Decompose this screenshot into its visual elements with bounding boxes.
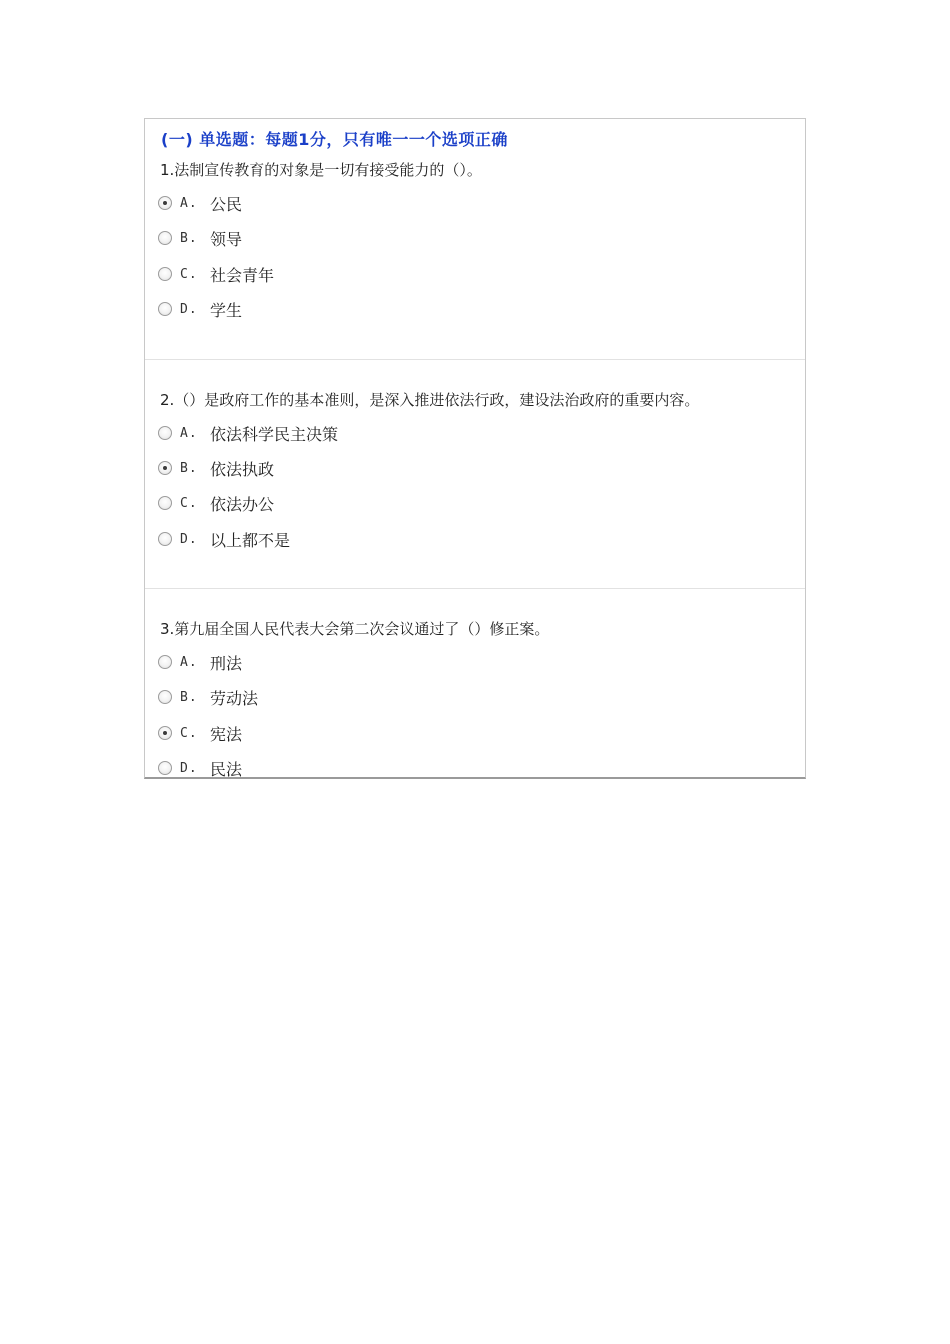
option-label: 依法办公 [210,494,275,514]
radio-button[interactable] [158,302,172,316]
option-letter: A. [180,654,198,670]
radio-button[interactable] [158,196,172,210]
option-label: 公民 [210,194,243,214]
option-3d[interactable] [158,756,242,779]
option-label: 社会青年 [210,265,275,285]
radio-button[interactable] [158,496,172,510]
radio-button[interactable] [158,532,172,546]
option-letter: D. [180,301,198,317]
option-2b[interactable] [158,456,274,480]
option-label: 宪法 [210,724,243,744]
option-1d[interactable] [158,297,242,321]
option-1a[interactable] [158,191,242,215]
quiz-panel [144,118,806,779]
question-divider [145,588,805,589]
option-1c[interactable] [158,262,274,286]
option-letter: B. [180,460,198,476]
radio-button[interactable] [158,267,172,281]
radio-button[interactable] [158,426,172,440]
option-label: 以上都不是 [210,530,291,550]
option-letter: C. [180,266,198,282]
question-text: 1.法制宣传教育的对象是一切有接受能力的（）。 [160,161,482,179]
option-letter: D. [180,760,198,776]
option-letter: A. [180,425,198,441]
option-2d[interactable] [158,527,290,551]
option-1b[interactable] [158,226,242,250]
option-letter: B. [180,230,198,246]
radio-button[interactable] [158,655,172,669]
option-label: 民法 [210,759,243,779]
radio-button[interactable] [158,761,172,775]
option-label: 依法科学民主决策 [210,424,339,444]
radio-button[interactable] [158,726,172,740]
option-letter: B. [180,689,198,705]
option-letter: C. [180,725,198,741]
question-text: 3.第九届全国人民代表大会第二次会议通过了（）修正案。 [160,620,550,638]
radio-button[interactable] [158,690,172,704]
option-label: 领导 [210,229,243,249]
option-label: 劳动法 [210,688,259,708]
option-3b[interactable] [158,685,258,709]
question-divider [145,359,805,360]
option-label: 刑法 [210,653,243,673]
option-label: 依法执政 [210,459,275,479]
option-2c[interactable] [158,491,274,515]
option-2a[interactable] [158,421,338,445]
option-3c[interactable] [158,721,242,745]
radio-button[interactable] [158,231,172,245]
question-text: 2.（）是政府工作的基本准则，是深入推进依法行政，建设法治政府的重要内容。 [160,391,700,409]
option-label: 学生 [210,300,243,320]
section-title: (一) 单选题：每题1分，只有唯一一个选项正确 [161,130,508,149]
option-letter: D. [180,531,198,547]
option-letter: A. [180,195,198,211]
radio-button[interactable] [158,461,172,475]
option-3a[interactable] [158,650,242,674]
option-letter: C. [180,495,198,511]
